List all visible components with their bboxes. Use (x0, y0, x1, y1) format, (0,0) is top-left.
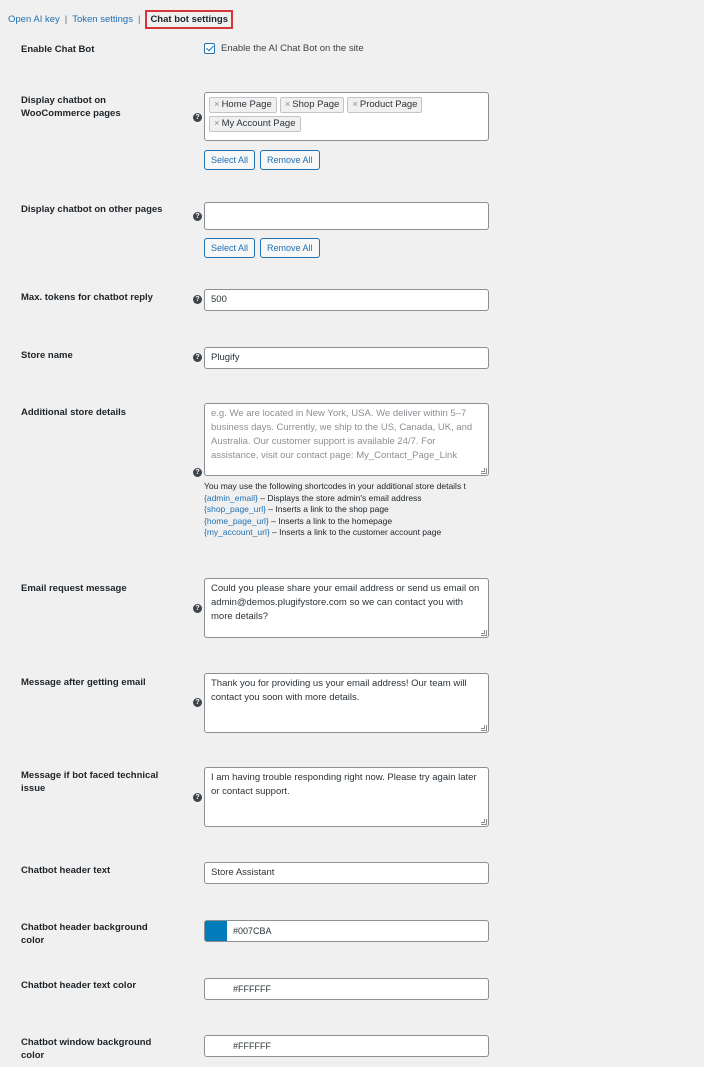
settings-tabs (8, 10, 233, 28)
window-bg-label: Chatbot window background color (21, 1037, 152, 1061)
chip-shop-page[interactable]: × Shop Page (280, 97, 345, 113)
woo-select-all-button[interactable]: Select All (204, 150, 255, 170)
enable-chatbot-label: Enable Chat Bot (21, 44, 95, 55)
chip-remove-icon[interactable]: × (214, 99, 220, 110)
woo-pages-multiselect[interactable] (204, 92, 489, 141)
header-text-input[interactable]: Store Assistant (204, 862, 489, 884)
chip-home-page[interactable]: × Home Page (209, 97, 277, 113)
tech-issue-value: I am having trouble responding right now. Please try again later or contact support. (211, 772, 477, 797)
window-bg-color-swatch[interactable] (204, 1035, 228, 1057)
store-name-label: Store name (21, 350, 73, 361)
chip-remove-icon[interactable]: × (352, 99, 358, 110)
enable-chatbot-checkbox-label: Enable the AI Chat Bot on the site (221, 43, 364, 54)
shortcode-item: {my_account_url} – Inserts a link to the customer account page (204, 527, 442, 537)
email-request-label: Email request message (21, 583, 127, 594)
enable-chatbot-checkbox[interactable] (204, 43, 215, 54)
help-icon[interactable]: ? (193, 698, 202, 707)
tech-issue-textarea[interactable] (204, 767, 489, 827)
tab-chat-bot-settings[interactable]: Chat bot settings (145, 10, 233, 29)
header-text-color-swatch[interactable] (204, 978, 228, 1000)
shortcode-item: {shop_page_url} – Inserts a link to the shop page (204, 504, 389, 514)
tab-open-ai-key[interactable]: Open AI key (8, 13, 60, 25)
other-pages-label: Display chatbot on other pages (21, 204, 163, 215)
shortcode-item: {admin_email} – Displays the store admin's email address (204, 492, 422, 503)
help-icon[interactable]: ? (193, 604, 202, 613)
header-text-color-label: Chatbot header text color (21, 980, 137, 991)
email-request-textarea[interactable] (204, 578, 489, 638)
resize-handle-icon[interactable] (481, 630, 487, 636)
header-bg-color-input[interactable]: #007CBA (227, 920, 489, 942)
shortcodes-intro: You may use the following shortcodes in your additional store details t (204, 481, 466, 491)
after-email-textarea[interactable] (204, 673, 489, 733)
shortcode-code: {home_page_url} (204, 515, 269, 526)
resize-handle-icon[interactable] (481, 468, 487, 474)
help-icon[interactable]: ? (193, 295, 202, 304)
store-details-label: Additional store details (21, 407, 127, 418)
shortcode-item: {home_page_url} – Inserts a link to the homepage (204, 515, 393, 526)
chip-product-page[interactable]: × Product Page (347, 97, 422, 113)
tab-separator: | (64, 13, 68, 25)
shortcode-code: {shop_page_url} (204, 504, 266, 514)
header-bg-label: Chatbot header background color (21, 922, 148, 946)
woo-remove-all-button[interactable]: Remove All (260, 150, 320, 170)
tech-issue-label: Message if bot faced technical issue (21, 770, 159, 794)
tab-token-settings[interactable]: Token settings (72, 13, 133, 25)
other-select-all-button[interactable]: Select All (204, 238, 255, 258)
help-icon[interactable]: ? (193, 468, 202, 477)
woo-pages-label: Display chatbot on WooCommerce pages (21, 95, 121, 119)
help-icon[interactable]: ? (193, 353, 202, 362)
store-details-textarea[interactable] (204, 403, 489, 476)
shortcode-code: {admin_email} (204, 492, 258, 503)
help-icon[interactable]: ? (193, 793, 202, 802)
chip-remove-icon[interactable]: × (284, 99, 291, 110)
header-bg-color-swatch[interactable] (204, 920, 228, 942)
chip-my-account-page[interactable]: × My Account Page (209, 116, 301, 132)
after-email-value: Thank you for providing us your email address! Our team will contact you soon with more details. (211, 678, 467, 703)
resize-handle-icon[interactable] (481, 819, 487, 825)
help-icon[interactable]: ? (193, 113, 202, 122)
chip-remove-icon[interactable]: × (214, 118, 220, 129)
shortcodes-help (204, 481, 504, 539)
store-name-input[interactable]: Plugify (204, 347, 489, 369)
email-request-value: Could you please share your email address or send us email on admin@demos.plugifystore.com so we can contact you with more details? (211, 583, 480, 622)
header-text-label: Chatbot header text (21, 865, 111, 876)
other-remove-all-button[interactable]: Remove All (260, 238, 320, 258)
after-email-label: Message after getting email (21, 677, 146, 688)
tab-separator: | (137, 13, 141, 25)
shortcode-code: {my_account_url} (204, 527, 270, 537)
resize-handle-icon[interactable] (481, 725, 487, 731)
header-text-color-input[interactable]: #FFFFFF (227, 978, 489, 1000)
window-bg-color-input[interactable]: #FFFFFF (227, 1035, 489, 1057)
help-icon[interactable]: ? (193, 212, 202, 221)
store-details-placeholder: e.g. We are located in New York, USA. We deliver within 5–7 business days. Currently, we ship to the US, Canada, UK, and Australia. Our customer support is available 24/7. For assistance, visit our contact page: My_Contact_Page_Link (211, 408, 473, 461)
max-tokens-input[interactable]: 500 (204, 289, 489, 311)
max-tokens-label: Max. tokens for chatbot reply (21, 292, 153, 303)
other-pages-multiselect[interactable] (204, 202, 489, 230)
